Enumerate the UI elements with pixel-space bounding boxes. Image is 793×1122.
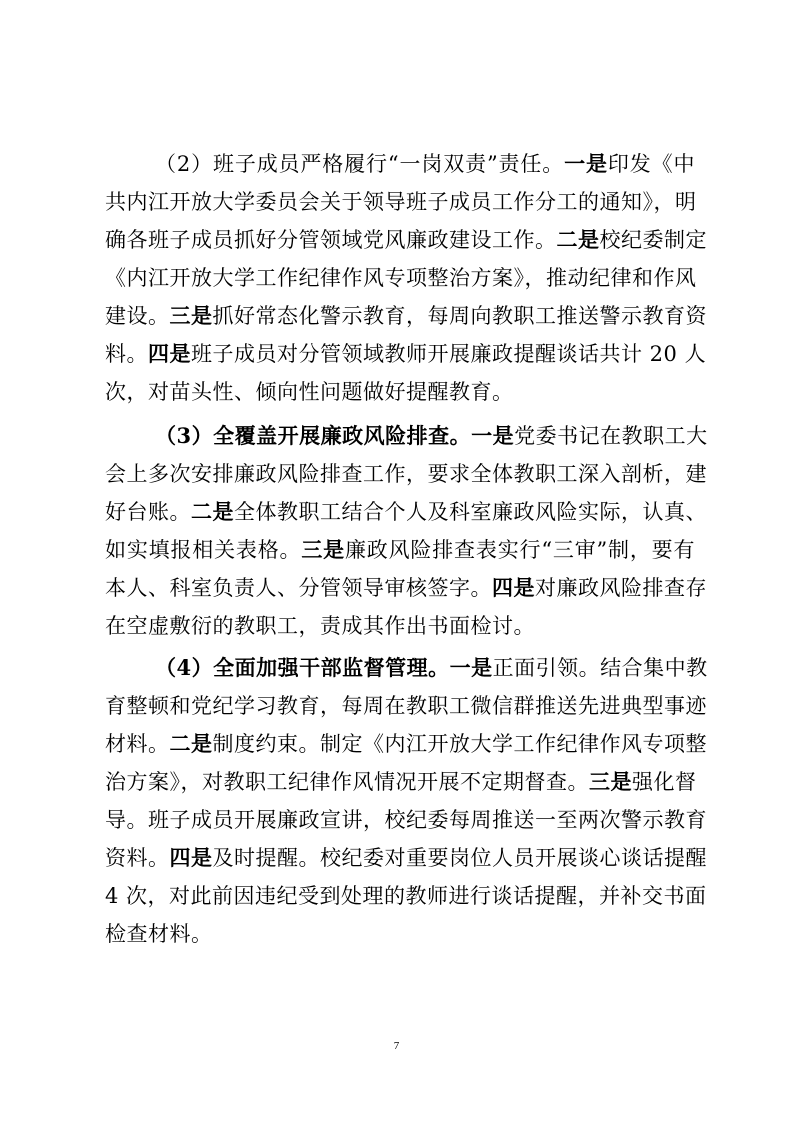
- text-segment: 导。班子成员开展廉政宣讲，校纪委每周推送一至两次警示教育: [105, 808, 707, 832]
- text-segment: 资料。: [105, 846, 170, 870]
- bold-marker: 一是: [564, 151, 608, 176]
- text-segment: 强化督: [632, 770, 697, 794]
- text-segment: 校纪委制定: [599, 228, 707, 252]
- bold-marker: 一是: [471, 423, 515, 448]
- text-segment: 治方案》，对教职工纪律作风情况开展不定期督查。: [105, 770, 589, 794]
- text-segment: 料。: [105, 342, 148, 366]
- text-segment: 育整顿和党纪学习教育，每周在教职工微信群推送先进典型事迹: [105, 694, 707, 718]
- bold-marker: 四是: [492, 575, 535, 600]
- paragraph-2-line-3: [105, 222, 707, 258]
- bold-marker: 三是: [301, 537, 345, 562]
- paragraph-3-line-1: [155, 418, 708, 454]
- text-segment: 《内江开放大学工作纪律作风专项整治方案》，推动纪律和作风: [105, 266, 697, 290]
- paragraph-4-line-3: [105, 726, 707, 762]
- text-segment: 次，对苗头性、倾向性问题做好提醒教育。: [105, 380, 514, 404]
- paragraph-4-line-4: [105, 764, 695, 800]
- text-segment: 正面引领。结合集中教: [492, 656, 708, 680]
- text-segment: 本人、科室负责人、分管领导审核签字。: [105, 576, 492, 600]
- text-segment: （2）班子成员严格履行“一岗双责”责任。: [155, 152, 565, 176]
- paragraph-3-line-5: [105, 570, 707, 606]
- text-segment: 好台账。: [105, 500, 191, 524]
- paragraph-3-line-3: [105, 494, 707, 530]
- bold-marker: 三是: [589, 769, 632, 794]
- paragraph-4-line-8: [105, 916, 695, 952]
- paragraph-4-line-7: [105, 878, 707, 914]
- paragraph-2-line-2: [105, 184, 695, 220]
- text-segment: 全体教职工结合个人及科室廉政风险实际，认真、: [234, 500, 707, 524]
- bold-marker: 四是: [148, 341, 191, 366]
- paragraph-4-line-5: [105, 802, 707, 838]
- text-segment: 班子成员对分管领域教师开展廉政提醒谈话共计 20 人: [191, 342, 707, 366]
- text-segment: 抓好常态化警示教育，每周向教职工推送警示教育资: [212, 304, 707, 328]
- text-segment: 确各班子成员抓好分管领域党风廉政建设工作。: [105, 228, 557, 252]
- text-segment: 在空虚敷衍的教职工，责成其作出书面检讨。: [105, 614, 535, 638]
- text-segment: 党委书记在教职工大: [514, 424, 708, 448]
- text-segment: 4 次，对此前因违纪受到处理的教师进行谈话提醒，并补交书面: [105, 884, 707, 908]
- text-segment: 及时提醒。校纪委对重要岗位人员开展谈心谈话提醒: [212, 846, 707, 870]
- text-segment: 材料。: [105, 732, 170, 756]
- text-segment: 廉政风险排查表实行“三审”制，要有: [344, 538, 696, 562]
- text-segment: 印发《中: [607, 152, 695, 176]
- paragraph-2-line-1: [155, 146, 695, 182]
- paragraph-2-line-5: [105, 298, 707, 334]
- section-heading: （3）全覆盖开展廉政风险排查。: [155, 423, 472, 448]
- text-segment: 检查材料。: [105, 922, 213, 946]
- page-number: 7: [393, 1040, 400, 1052]
- text-segment: 建设。: [105, 304, 170, 328]
- text-segment: 对廉政风险排查存: [535, 576, 707, 600]
- bold-marker: 一是: [449, 655, 493, 680]
- paragraph-3-line-4: [105, 532, 695, 568]
- text-segment: 如实填报相关表格。: [105, 538, 302, 562]
- paragraph-2-line-4: [105, 260, 695, 296]
- paragraph-4-line-6: [105, 840, 707, 876]
- bold-marker: 三是: [169, 303, 213, 328]
- bold-marker: 二是: [556, 227, 600, 252]
- bold-marker: 二是: [191, 499, 234, 524]
- text-segment: 共内江开放大学委员会关于领导班子成员工作分工的通知》，明: [105, 190, 697, 214]
- paragraph-2-line-6: [105, 336, 707, 372]
- paragraph-4-line-1: [155, 650, 708, 686]
- paragraph-3-line-2: [105, 456, 707, 492]
- paragraph-4-line-2: [105, 688, 707, 724]
- paragraph-2-line-7: [105, 374, 695, 410]
- bold-marker: 四是: [169, 845, 213, 870]
- section-heading: （4）全面加强干部监督管理。: [155, 655, 450, 680]
- paragraph-3-line-6: [105, 608, 695, 644]
- text-segment: 制度约束。制定《内江开放大学工作纪律作风专项整: [212, 732, 707, 756]
- bold-marker: 二是: [169, 731, 213, 756]
- text-segment: 会上多次安排廉政风险排查工作，要求全体教职工深入剖析，建: [105, 462, 707, 486]
